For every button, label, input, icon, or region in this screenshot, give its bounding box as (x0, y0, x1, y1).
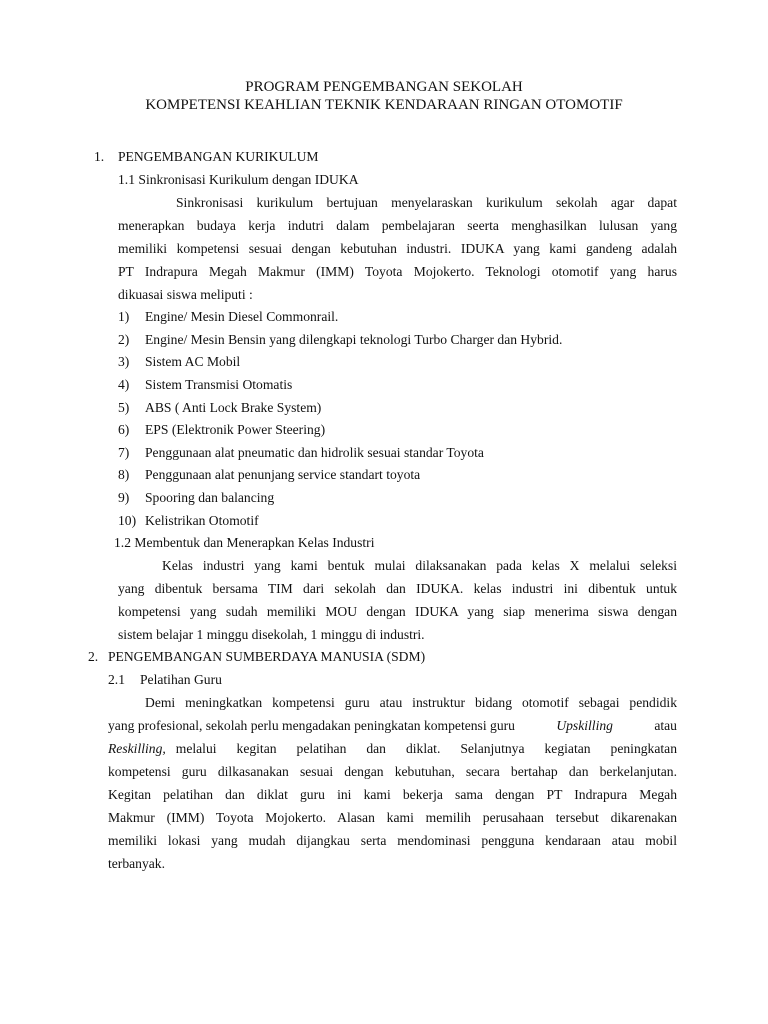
para-2-1-line-4 (108, 763, 677, 781)
para-text: melalui kegitan pelatihan dan diklat. Selanjutnya kegiatan peningkatan (175, 741, 677, 756)
para-emphasis: Reskilling, (108, 741, 166, 756)
para-text: Makmur (IMM) Toyota Mojokerto. Alasan kami memilih perusahaan tersebut dikarenakan (108, 810, 677, 825)
subsection-1-1-heading: 1.1 Sinkronisasi Kurikulum dengan IDUKA (118, 172, 359, 187)
para-text: Sinkronisasi kurikulum bertujuan menyelaraskan kurikulum sekolah agar dapat (176, 195, 677, 210)
list-item-number: 1) (118, 309, 130, 324)
para-text: kompetensi yang sudah memiliki MOU dengan IDUKA yang siap menerima siswa dengan (118, 604, 677, 619)
para-text: Kegitan pelatihan dan diklat guru ini kami bekerja sama dengan PT Indrapura Megah (108, 787, 677, 802)
list-item-text: Engine/ Mesin Diesel Commonrail. (145, 309, 339, 324)
para-2-1-line-6 (108, 809, 677, 827)
para-text: Demi meningkatkan kompetensi guru atau instruktur bidang otomotif sebagai pendidik (145, 695, 677, 710)
para-1-1-line-5: dikuasai siswa meliputi : (118, 287, 253, 302)
para-text: yang dibentuk bersama TIM dari sekolah dan IDUKA. kelas industri ini dibentuk untuk (118, 581, 677, 596)
list-item-text: Engine/ Mesin Bensin yang dilengkapi teknologi Turbo Charger dan Hybrid. (145, 332, 563, 347)
para-1-1-line-3 (118, 240, 677, 258)
para-text: yang profesional, sekolah perlu mengadakan peningkatan kompetensi guru (108, 718, 515, 733)
para-1-1-line-4 (118, 263, 677, 281)
list-item-number: 2) (118, 332, 130, 347)
para-text: memiliki lokasi yang mudah dijangkau serta mendominasi pengguna kendaraan atau mobil (108, 833, 677, 848)
list-item-text: Spooring dan balancing (145, 490, 275, 505)
para-text: memiliki kompetensi sesuai dengan kebutuhan industri. IDUKA yang kami gandeng adalah (118, 241, 677, 256)
list-item-text: Penggunaan alat pneumatic dan hidrolik sesuai standar Toyota (145, 445, 484, 460)
para-1-2-line-4: sistem belajar 1 minggu disekolah, 1 minggu di industri. (118, 627, 425, 642)
para-text: Kelas industri yang kami bentuk mulai dilaksanakan pada kelas X melalui seleksi (162, 558, 677, 573)
list-item-number: 5) (118, 400, 130, 415)
para-emphasis: Upskilling (556, 718, 613, 733)
list-item-text: EPS (Elektronik Power Steering) (145, 422, 326, 437)
list-item-number: 7) (118, 445, 130, 460)
para-text: kompetensi guru dilkasanakan sesuai dengan kebutuhan, secara bertahap dan berkelanjutan. (108, 764, 677, 779)
section-1-heading: PENGEMBANGAN KURIKULUM (118, 149, 319, 164)
section-1-number: 1. (94, 149, 105, 164)
para-text: menerapkan budaya kerja indutri dalam pembelajaran seerta menghasilkan lulusan yang (118, 218, 677, 233)
para-2-1-line-3 (108, 740, 677, 758)
para-text: PT Indrapura Megah Makmur (IMM) Toyota Mojokerto. Teknologi otomotif yang harus (118, 264, 677, 279)
list-item-number: 10) (118, 513, 137, 528)
para-1-1-line-1 (176, 194, 677, 212)
para-2-1-line-7 (108, 832, 677, 850)
para-2-1-line-1 (145, 694, 677, 712)
list-item-number: 9) (118, 490, 130, 505)
list-item-number: 6) (118, 422, 130, 437)
para-text: atau (654, 718, 677, 733)
subsection-2-1-heading: Pelatihan Guru (140, 672, 222, 687)
list-item-text: Penggunaan alat penunjang service standart toyota (145, 467, 421, 482)
list-item-text: ABS ( Anti Lock Brake System) (145, 400, 322, 415)
para-2-1-line-2 (108, 717, 677, 735)
para-1-2-line-1 (162, 557, 677, 575)
para-1-2-line-3 (118, 603, 677, 621)
doc-title-2: KOMPETENSI KEAHLIAN TEKNIK KENDARAAN RINGAN OTOMOTIF (145, 97, 623, 113)
doc-title-1: PROGRAM PENGEMBANGAN SEKOLAH (245, 79, 523, 95)
para-2-1-line-5 (108, 786, 677, 804)
list-item-number: 4) (118, 377, 130, 392)
section-2-number: 2. (88, 649, 99, 664)
list-item-text: Kelistrikan Otomotif (145, 513, 259, 528)
para-1-1-line-2 (118, 217, 677, 235)
para-1-2-line-2 (118, 580, 677, 598)
section-2-heading: PENGEMBANGAN SUMBERDAYA MANUSIA (SDM) (108, 649, 426, 664)
list-item-text: Sistem Transmisi Otomatis (145, 377, 293, 392)
list-item-text: Sistem AC Mobil (145, 354, 241, 369)
para-2-1-line-8: terbanyak. (108, 856, 165, 871)
list-item-number: 8) (118, 467, 130, 482)
subsection-1-2-heading: 1.2 Membentuk dan Menerapkan Kelas Industri (114, 535, 375, 550)
list-item-number: 3) (118, 354, 130, 369)
subsection-2-1-number: 2.1 (108, 672, 125, 687)
